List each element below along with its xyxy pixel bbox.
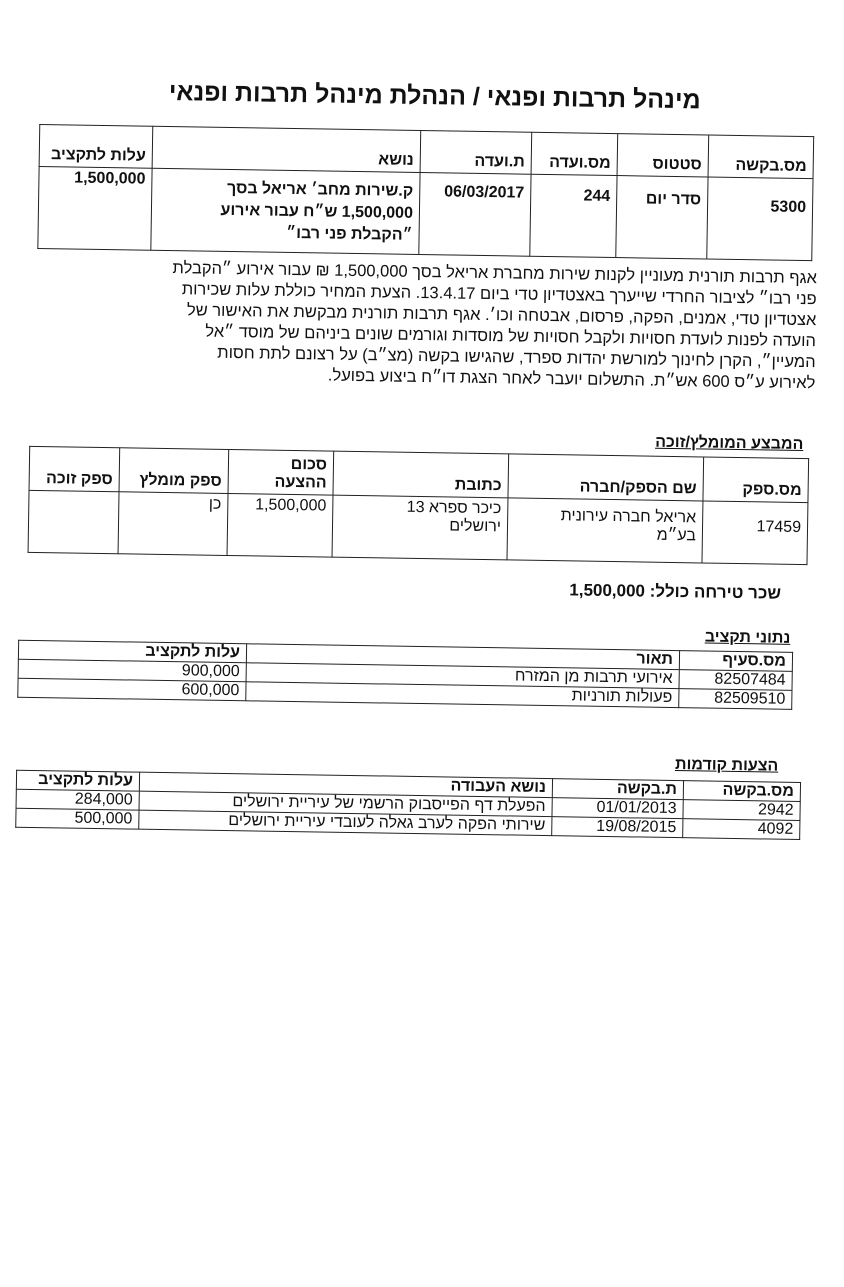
description-paragraph [172, 259, 818, 394]
col-request-no: מס.בקשה [708, 135, 814, 179]
col-address: כתובת [333, 451, 509, 498]
cost: 284,000 [16, 789, 139, 810]
request-no: 4092 [683, 819, 800, 840]
offer-amount: 1,500,000 [227, 493, 333, 557]
request-table [37, 124, 814, 261]
status: סדר יום [616, 176, 708, 259]
committee-date: 06/03/2017 [419, 172, 531, 256]
col-request-no: מס.בקשה [683, 781, 800, 802]
item-no: 82507484 [679, 670, 792, 691]
col-subject: נושא [152, 126, 421, 172]
recommended: כן [118, 492, 228, 556]
total-fee-label: שכר טירחה כולל: [649, 581, 782, 603]
budget-cost: 1,500,000 [38, 166, 152, 250]
previous-section-heading: הצעות קודמות [674, 756, 779, 775]
col-item-no: מס.סעיף [679, 651, 792, 672]
col-description: תאור [246, 644, 679, 670]
request-no: 2942 [683, 800, 800, 821]
col-work-subject: נושא העבודה [139, 772, 552, 797]
winner [28, 490, 119, 553]
total-fee [569, 580, 781, 603]
previous-table [15, 770, 801, 840]
description-line: פני רבו״ לציבור החרדי שייערך באצטדיון טדי ביום 13.4.17. הצעת המחיר כוללת עלות שכירות [181, 280, 817, 309]
subject: ק.שירות מחב׳ אריאל בסך 1,500,000 ש״ח עבור אירוע ״הקבלת פני רבו״ [151, 168, 420, 254]
supplier-name: אריאל חברה עירונית בע״מ [507, 498, 703, 563]
col-committee-date: ת.ועדה [420, 130, 532, 174]
total-fee-value: 1,500,000 [569, 580, 646, 601]
page-title: מינהל תרבות ופנאי / הנהלת מינהל תרבות ופנאי [168, 78, 701, 115]
col-supplier-no: מס.ספק [703, 457, 809, 503]
supplier-no: 17459 [702, 501, 808, 565]
col-request-date: ת.בקשה [552, 779, 683, 800]
col-recommended: ספק מומלץ [119, 448, 229, 494]
cost: 500,000 [16, 808, 139, 829]
request-no: 5300 [707, 177, 813, 261]
col-supplier-name: שם הספק/חברה [508, 454, 704, 501]
col-cost: עלות לתקציב [18, 640, 246, 663]
supplier-table [28, 446, 810, 565]
request-date: 01/01/2013 [552, 798, 683, 819]
supplier-section-heading: המבצע המומלץ/זוכה [655, 433, 804, 454]
description-line: אצטדיון טדי, אמנים, הפקה, פרסום, אבטחה וכו׳. אגף תרבות תורנית מבקשת את האישור של [186, 301, 817, 330]
item-no: 82509510 [679, 689, 792, 710]
table-row [28, 490, 808, 564]
item-cost: 600,000 [18, 678, 246, 701]
col-cost: עלות לתקציב [16, 770, 139, 791]
item-description: אירועי תרבות מן המזרח [246, 663, 679, 689]
work-subject: הפעלת דף הפייסבוק הרשמי של עיריית ירושלים [139, 791, 552, 816]
item-cost: 900,000 [18, 659, 246, 682]
work-subject: שירותי הפקה לערב גאלה לעובדי עיריית ירושלים [139, 810, 552, 835]
description-line: הועדה לפנות לועדת חסויות ולקבל חסויות של מוסדות וגורמים שונים ביניהם של מוסד ״אל [205, 322, 817, 351]
item-description: פעולות תורניות [246, 682, 679, 708]
description-line: המעיין״, הקרן לחינוך למורשת יהדות ספרד, שהגישו בקשה (מצ״ב) על רצונם לתת חסות [217, 343, 816, 372]
description-line: אגף תרבות תורנית מעוניין לקנות שירות מחברת אריאל בסך 1,500,000 ₪ עבור אירוע ״הקבלת [172, 259, 818, 288]
col-offer-amount: סכום ההצעה [228, 450, 334, 496]
request-date: 19/08/2015 [552, 817, 683, 838]
description-line: לאירוע ע״ס 600 אש״ת. התשלום יועבר לאחר הצגת דו״ח ביצוע בפועל. [327, 366, 816, 393]
budget-table [17, 640, 793, 710]
col-winner: ספק זוכה [29, 446, 120, 491]
col-committee-no: מס.ועדה [531, 132, 618, 175]
committee-no: 244 [530, 174, 617, 257]
budget-section-heading: נתוני תקציב [704, 628, 791, 647]
table-row [38, 166, 813, 260]
col-budget-cost: עלות לתקציב [39, 124, 153, 168]
col-status: סטטוס [617, 134, 709, 177]
supplier-address: כיכר ספרא 13 ירושלים [332, 495, 508, 560]
